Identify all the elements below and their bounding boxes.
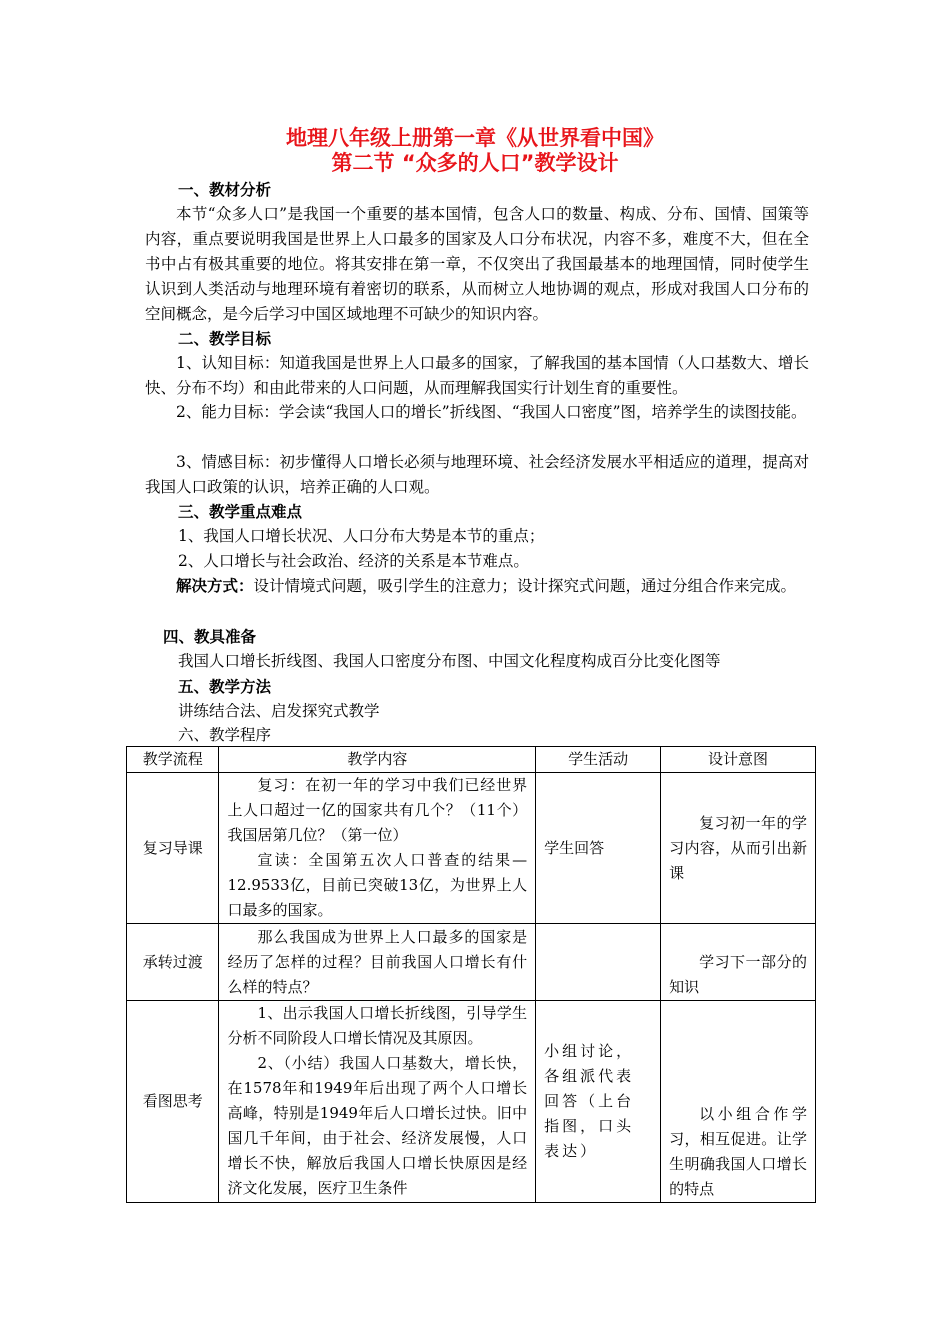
section4-heading: 四、教具准备: [163, 628, 257, 646]
solution-label: 解决方式：: [176, 577, 254, 595]
content-cell: [219, 924, 536, 1001]
stage-cell: 看图思考: [127, 1001, 219, 1203]
header-intent: 设计意图: [661, 747, 816, 773]
section1-body: 本节“众多人口”是我国一个重要的基本国情，包含人口的数量、构成、分布、国情、国策等内容，重点要说明我国是世界上人口最多的国家及人口分布状况，内容不多，难度不大，但在全书中占有极其重要的地位。将其安排在第一章，不仅突出了我国最基本的地理国情，同时使学生认识到人类活动与地理环境有着密切的联系，从而树立人地协调的观点，形成对我国人口分布的空间概念，是今后学习中国区域地理不可缺少的知识内容。: [145, 205, 809, 323]
section6-heading: 六、教学程序: [178, 726, 272, 744]
stage-cell: 承转过渡: [127, 924, 219, 1001]
section5-heading: 五、教学方法: [178, 678, 272, 696]
section3-heading: 三、教学重点难点: [178, 503, 303, 521]
section5-body: 讲练结合法、启发探究式教学: [178, 702, 380, 720]
content-review: 复习：在初一年的学习中我们已经世界上人口超过一亿的国家共有几个？（11个）我国居第几位？（第一位）: [227, 776, 528, 844]
content-chart-step: 1、出示我国人口增长折线图，引导学生分析不同阶段人口增长情况及其原因。: [227, 1004, 528, 1047]
intent-cell: 学习下一部分的知识: [661, 924, 816, 1001]
key-point: 1、我国人口增长状况、人口分布大势是本节的重点；: [178, 527, 545, 545]
difficult-point: 2、人口增长与社会政治、经济的关系是本节难点。: [178, 552, 529, 570]
section4-body: 我国人口增长折线图、我国人口密度分布图、中国文化程度构成百分比变化图等: [178, 652, 721, 670]
solution-paragraph: [145, 574, 809, 599]
table-row: [127, 1001, 816, 1203]
activity-cell: 小组讨论，各组派代表回答（上台指图，口头表达）: [536, 1001, 661, 1203]
content-cell: [219, 773, 536, 924]
header-activity: 学生活动: [536, 747, 661, 773]
table-header-row: [127, 747, 816, 773]
objective-emotion: 3、情感目标：初步懂得人口增长必须与地理环境、社会经济发展水平相适应的道理，提高对我国人口政策的认识，培养正确的人口观。: [145, 453, 809, 496]
content-summary: 2、（小结）我国人口基数大，增长快，在1578年和1949年后出现了两个人口增长高峰，特别是1949年后人口增长过快。旧中国几千年间，由于社会、经济发展慢，人口增长不快，解放后我国人口增长快原因是经济文化发展，医疗卫生条件: [227, 1054, 528, 1197]
header-stage: 教学流程: [127, 747, 219, 773]
objective-ability: 2、能力目标：学会读“我国人口的增长”折线图、“我国人口密度”图，培养学生的读图技能。: [176, 403, 807, 421]
activity-cell: [536, 924, 661, 1001]
stage-cell: 复习导课: [127, 773, 219, 924]
intent-cell: 复习初一年的学习内容，从而引出新课: [661, 773, 816, 924]
document-title: 地理八年级上册第一章《从世界看中国》: [286, 126, 664, 150]
intent-cell: 以小组合作学习，相互促进。让学生明确我国人口增长的特点: [661, 1001, 816, 1203]
header-content: 教学内容: [219, 747, 536, 773]
solution-text: 设计情境式问题，吸引学生的注意力；设计探究式问题，通过分组合作来完成。: [253, 577, 797, 595]
table-row: [127, 924, 816, 1001]
content-transition: 那么我国成为世界上人口最多的国家是经历了怎样的过程？目前我国人口增长有什么样的特点？: [227, 927, 528, 996]
document-subtitle: 第二节 “众多的人口”教学设计: [331, 151, 619, 175]
content-announce: 宣读：全国第五次人口普查的结果—12.9533亿，目前已突破13亿，为世界上人口最多的国家。: [227, 851, 528, 919]
objective-cognitive: 1、认知目标：知道我国是世界上人口最多的国家，了解我国的基本国情（人口基数大、增长快、分布不均）和由此带来的人口问题，从而理解我国实行计划生育的重要性。: [145, 354, 809, 397]
content-cell: [219, 1001, 536, 1203]
section1-heading: 一、教材分析: [178, 181, 272, 199]
section2-heading: 二、教学目标: [178, 330, 272, 348]
table-row: [127, 773, 816, 924]
teaching-procedure-table: [126, 746, 816, 1203]
activity-cell: 学生回答: [536, 773, 661, 924]
